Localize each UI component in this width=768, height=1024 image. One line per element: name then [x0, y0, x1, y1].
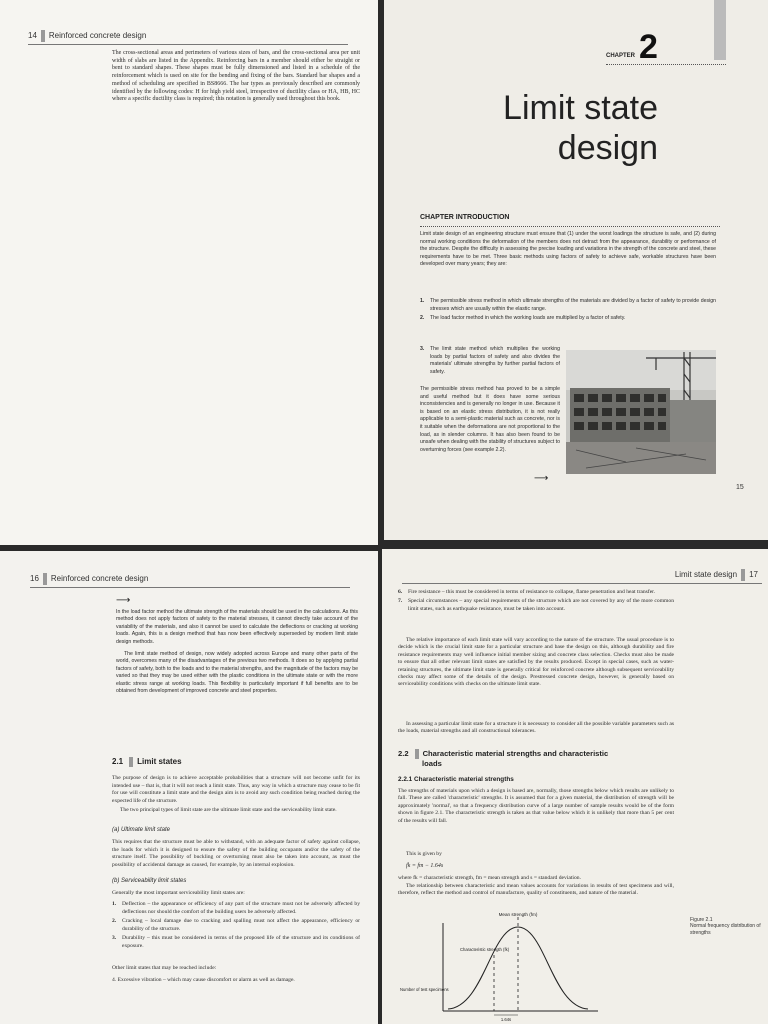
caption-title: Figure 2.1	[690, 917, 713, 923]
header-bar	[41, 30, 45, 42]
figure-caption	[690, 917, 764, 936]
load-factor-paragraph: In the load factor method the ultimate strength of the materials should be used in the calculations. As this method does not apply factors of safety to the material stresses, it cannot directly take account of the variability of the materials, and also it cannot be used to calculate the deflections or cracking at working loads. Again, this is a design method that has now been effectively superseded by modern limit state design methods.	[116, 609, 358, 645]
list-item: 3. Durability – this must be considered in terms of the proposed life of the structure and its conditions of exposure.	[112, 935, 360, 949]
list-item: 7. Special circumstances – any special requirements of the structure which are not covered by any of the more common limit states, such as earthquake resistance, must be taken into account.	[398, 598, 674, 612]
list-item: 2. Cracking – local damage due to cracking and spalling must not affect the appearance, efficiency or durability of the structure.	[112, 918, 360, 932]
equation: fk = fm − 1.64s	[406, 863, 444, 869]
method-list-item-3	[420, 346, 560, 376]
characteristic-strength-paragraph: The strengths of materials upon which a design is based are, normally, those strengths below which results are unlikely to fall. These are called 'characteristic' strengths. It is assumed that for a given material, the distribution of strength will be approximately 'normal', so that a frequency distribution curve of a large number of sample results would be of the form shown in figure 2.1. The characteristic strength is taken as that value below which it is unlikely that more than 5 per cent of the results will fall.	[398, 788, 674, 824]
relationship-paragraph: The relationship between characteristic and mean values accounts for variations in results of test specimens and will, therefore, reflect the method and control of manufacture, quality of constituents, and nature of the material.	[398, 883, 674, 897]
subsection-2-2-1: 2.2.1 Characteristic material strengths	[398, 776, 514, 783]
list-item: 6. Fire resistance – this must be considered in terms of resistance to collapse, flame penetration and heat transfer.	[398, 589, 656, 595]
header-rule	[30, 587, 350, 588]
list-item: 1. Deflection – the appearance or efficiency of any part of the structure must not be adversely affected by deflections nor should the comfort of the building users be adversely affected.	[112, 901, 360, 915]
given-by: This is given by	[406, 851, 442, 857]
intro-heading: CHAPTER INTRODUCTION	[420, 214, 510, 221]
list-6-7	[398, 589, 674, 613]
section-2-2-heading: 2.2 Characteristic material strengths and characteristic loads	[398, 749, 609, 768]
method-list-top	[420, 298, 716, 323]
page-16	[0, 551, 378, 1024]
serviceability-subheading: (b) Serviceability limit states	[112, 878, 187, 884]
running-header	[675, 569, 758, 581]
header-rule	[402, 583, 762, 584]
header-bar	[43, 573, 47, 585]
where-line: where fk = characteristic strength, fm = mean strength and s = standard deviation.	[398, 875, 581, 881]
body-paragraph: The cross-sectional areas and perimeters of various sizes of bars, and the cross-sectional area per unit width of slabs are listed in the Appendix. Reinforcing bars in a member should either be straight or bent to standard shapes. These shapes must be fully dimensioned and listed in a schedule of the reinforcement which is used on site for the bending and fixing of the bars. Standard bar shapes and a method of scheduling are specified in BS8666. The bar types as previously described are commonly identified by the following codes: H for high yield steel, irrespective of ductility class or HA, HB, HC where a specific ductility class is required; this notation is generally used throughout this book.	[112, 50, 360, 103]
page-number: 15	[736, 484, 744, 491]
other-limit-states: Other limit states that may be reached include:	[112, 965, 217, 971]
page-number: 16	[30, 574, 39, 584]
page-17	[382, 549, 768, 1024]
label-number-of-specimens: Number of test specimens	[400, 987, 449, 992]
page-14	[0, 0, 378, 545]
running-header	[30, 573, 148, 585]
chapter-number: 2	[639, 28, 658, 66]
section-2-1-heading: 2.1 Limit states	[112, 757, 182, 767]
title-line-1: Limit state	[503, 89, 658, 127]
relative-importance-paragraph: The relative importance of each limit state will vary according to the nature of the structure. The usual procedure is to decide which is the crucial limit state for a particular structure and base the design on this, although durability and fire resistance requirements may well influence initial member sizing and concrete class selection. Checks must also be made to ensure that all other relevant limit states are satisfied by the results produced. Except in special cases, such as water-retaining structures, the ultimate limit state is generally critical for reinforced concrete although subsequent serviceability checks may affect some of the details of the design. Prestressed concrete design, however, is generally based on serviceability conditions with checks on the ultimate limit state.	[398, 637, 674, 688]
header-title: Reinforced concrete design	[48, 31, 147, 41]
intro-text: Limit state design of an engineering structure must ensure that (1) under the worst loadings the structure is safe, and (2) during normal working conditions the deformation of the members does not detract from the appearance, durability or performance of the structure. Despite the difficulty in assessing the precise loading and variations in the strength of the concrete and steel, these requirements have to be met. Three basic methods using factors of safety to achieve safe, workable structures have been developed over many years; they are:	[420, 231, 716, 268]
list-item: 1. The permissible stress method in which ultimate strengths of the materials are divided by a factor of safety to provide design stresses which are usually within the elastic range.	[420, 298, 716, 312]
ultimate-limit-state-subheading: (a) Ultimate limit state	[112, 827, 171, 833]
serviceability-list	[112, 901, 360, 951]
caption-text: Normal frequency distribution of strengths	[690, 923, 761, 936]
list-item: 3. The limit state method which multiplies the working loads by partial factors of safety and also divides the materials' ultimate strengths by further partial factors of safety.	[420, 346, 560, 375]
continued-arrow: ⟶	[116, 595, 131, 606]
header-title: Limit state design	[674, 570, 738, 580]
page-number: 17	[749, 570, 758, 580]
chapter-title	[464, 88, 658, 168]
running-header	[28, 30, 146, 42]
edge-tab	[714, 0, 726, 60]
construction-site-photo	[566, 350, 716, 474]
chapter-label: CHAPTER	[606, 53, 636, 59]
label-1-64s: 1.64s	[500, 1017, 512, 1021]
types-paragraph: The two principal types of limit state are the ultimate limit state and the serviceability limit state.	[120, 807, 337, 813]
list-item: 2. The load factor method in which the working loads are multiplied by a factor of safety.	[420, 315, 626, 322]
page-number: 14	[28, 31, 37, 41]
header-title: Reinforced concrete design	[50, 574, 149, 584]
purpose-paragraph: The purpose of design is to achieve acceptable probabilities that a structure will not become unfit for its intended use – that is, that it will not reach a limit state. Thus, any way in which a structure may cease to be fit for use will constitute a limit state and the design aim is to avoid any such condition being reached during the expected life of the structure.	[112, 775, 360, 804]
intro-dotted-rule	[420, 226, 720, 227]
header-rule	[28, 44, 348, 45]
serviceability-intro: Generally the most important serviceability limit states are:	[112, 890, 245, 896]
label-mean-strength: Mean strength (fm)	[498, 912, 538, 917]
ultimate-paragraph: This requires that the structure must be able to withstand, with an adequate factor of safety against collapse, the loads for which it is designed to ensure the safety of the building occupants and/or the safety of the structure itself. The possibility of buckling or overturning must also be taken into account, as must the possibility of accidental damage as caused, for example, by an internal explosion.	[112, 839, 360, 868]
header-bar	[741, 569, 745, 581]
limit-state-method-paragraph: The limit state method of design, now widely adopted across Europe and many other parts of the world, overcomes many of the disadvantages of the previous two methods. It does so by applying partial factors of safety, both to the loads and to the material strengths, and the magnitude of the factors may be varied so that they may be used either with the plastic conditions in the ultimate state or with the more elastic stress range at working loads. This flexibility is particularly important if full benefits are to be obtained from development of improved concrete and steel properties.	[116, 651, 358, 695]
label-characteristic-strength: Characteristic strength (fk)	[460, 947, 510, 952]
chapter-dotted-rule	[606, 64, 726, 65]
list-item-4: 4. Excessive vibration – which may cause discomfort or alarm as well as damage.	[112, 977, 295, 983]
continue-arrow: ⟶	[534, 473, 549, 484]
permissible-stress-text: The permissible stress method has proved to be a simple and useful method but it does have some serious inconsistencies and is generally no longer in use. Because it is based on an elastic stress distribution, it is not really applicable to a semi-plastic material such as concrete, nor is it suitable when the deformations are not proportional to the load, as in slender columns. It has also been found to be unsafe when dealing with the stability of structures subject to overturning forces (see example 2.2).	[420, 386, 560, 453]
assessing-paragraph: In assessing a particular limit state for a structure it is necessary to consider all the possible variable parameters such as the loads, material strengths and all constructional tolerances.	[398, 721, 674, 735]
figure-2-1-normal-distribution	[398, 911, 688, 1021]
title-line-2: design	[557, 129, 658, 167]
page-15	[384, 0, 768, 540]
